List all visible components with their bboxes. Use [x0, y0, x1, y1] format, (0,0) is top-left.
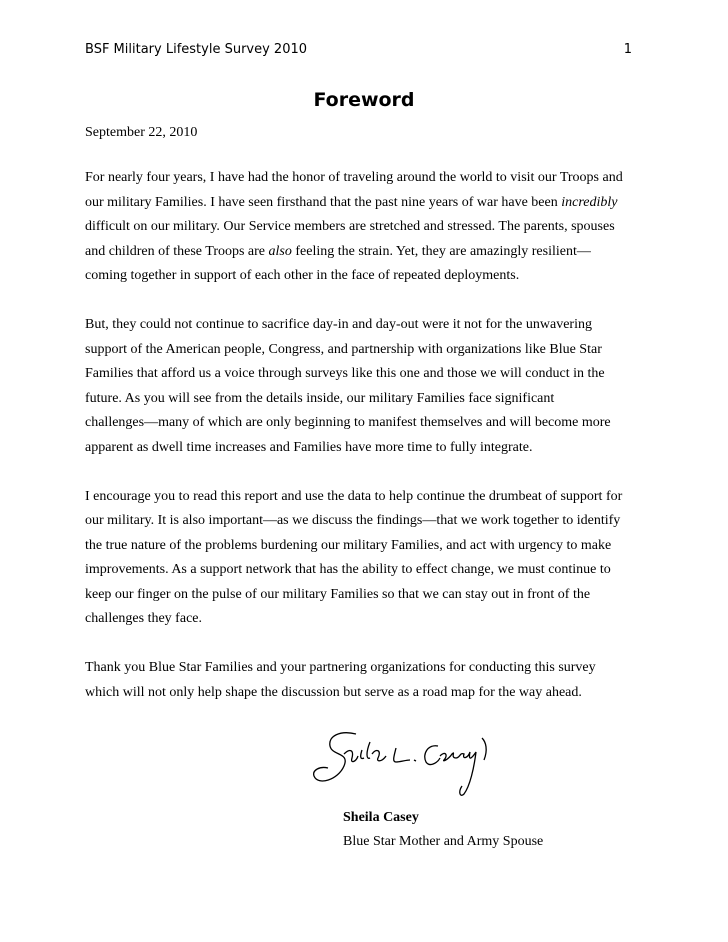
header-title: BSF Military Lifestyle Survey 2010 — [85, 42, 308, 57]
text-line: future. As you will see from the details inside, our military Families face significant — [85, 390, 555, 406]
text-line: difficult on our military. Our Service members are stretched and stressed. The parents, spouses — [85, 219, 615, 234]
text-line: apparent as dwell time increases and Families have more time to fully integrate. — [85, 439, 533, 455]
text-line: I encourage you to read this report and use the data to help continue the drumbeat of support for — [85, 488, 623, 504]
text-line: challenges they face. — [85, 611, 202, 626]
body-paragraph — [85, 485, 655, 632]
text-line: the true nature of the problems burdening our military Families, and act with urgency to make — [85, 537, 612, 553]
text-line: challenges—many of which are only beginning to manifest themselves and will become more — [85, 415, 611, 430]
letter-body — [85, 166, 655, 730]
page-number: 1 — [623, 42, 632, 57]
text-line: support of the American people, Congress, and partnership with organizations like Blue Star — [85, 341, 602, 357]
page-header — [85, 42, 632, 62]
text-line: keep our finger on the pulse of our military Families so that we can stay out in front of the — [85, 586, 591, 602]
text-line: improvements. As a support network that has the ability to effect change, we must continue to — [85, 562, 611, 577]
page-title — [0, 89, 728, 111]
letter-date: September 22, 2010 — [85, 125, 198, 140]
text-line: coming together in support of each other in the face of repeated deployments. — [85, 268, 520, 283]
body-paragraph — [85, 166, 655, 289]
text-line: But, they could not continue to sacrifice day-in and day-out were it not for the unwavering — [85, 317, 592, 332]
text-line: and children of these Troops are also feeling the strain. Yet, they are amazingly resilient— — [85, 243, 591, 259]
body-paragraph — [85, 313, 655, 460]
text-line: our military. It is also important—as we discuss the findings—that we work together to identify — [85, 513, 621, 528]
signer-name: Sheila Casey — [343, 810, 419, 825]
text-line: Thank you Blue Star Families and your partnering organizations for conducting this survey — [85, 660, 596, 675]
text-line: Families that afford us a voice through surveys like this one and those we will conduct in the — [85, 366, 605, 381]
signer-role: Blue Star Mother and Army Spouse — [343, 834, 544, 849]
handwritten-signature — [310, 728, 510, 800]
emphasized-text: also — [268, 243, 292, 259]
signer-block — [343, 806, 543, 854]
emphasized-text: incredibly — [561, 194, 618, 210]
text-line: which will not only help shape the discussion but serve as a road map for the way ahead. — [85, 684, 582, 700]
text-line: our military Families. I have seen firsthand that the past nine years of war have been incredibly — [85, 194, 618, 210]
body-paragraph — [85, 656, 655, 705]
page-title-text: Foreword — [313, 89, 415, 111]
text-line: For nearly four years, I have had the honor of traveling around the world to visit our Troops and — [85, 170, 623, 185]
